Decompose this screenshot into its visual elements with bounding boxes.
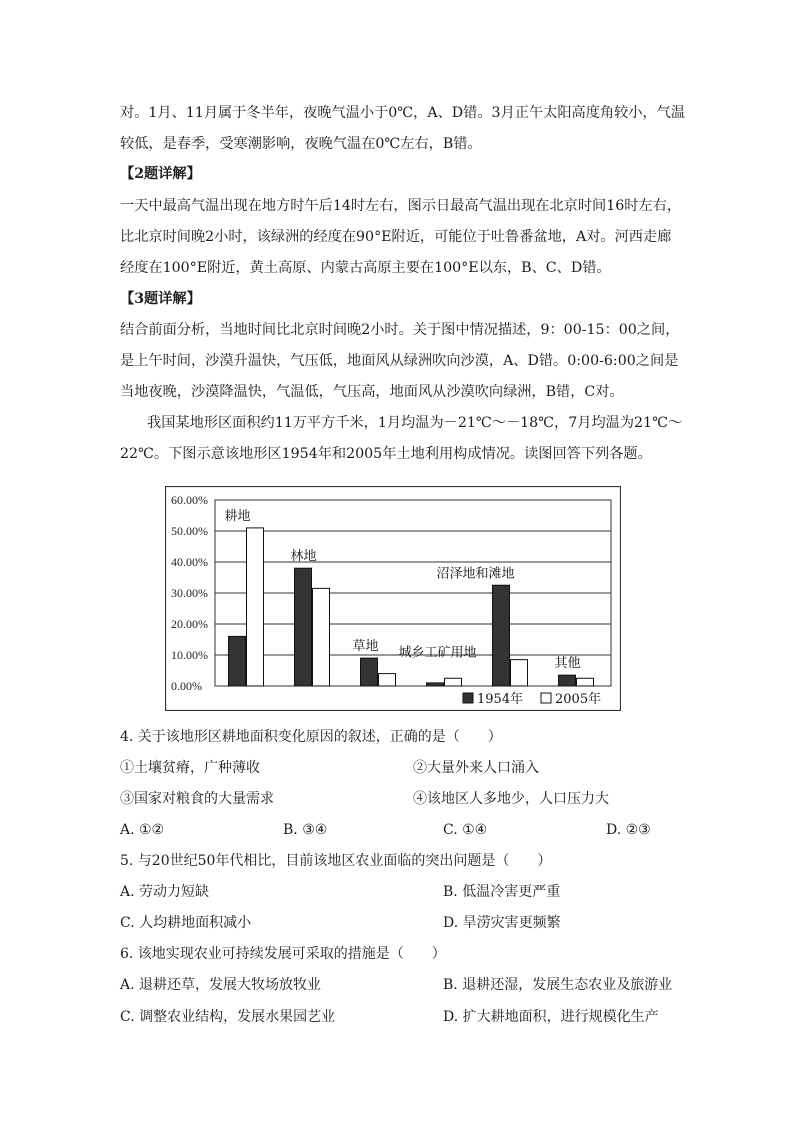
answer-option[interactable]: D. 扩大耕地面积，进行规模化生产 bbox=[443, 1009, 659, 1025]
bar-1954 bbox=[361, 658, 378, 686]
bar-1954 bbox=[229, 636, 246, 686]
y-tick-label: 30.00% bbox=[171, 586, 208, 600]
answer-option[interactable]: D. ②③ bbox=[606, 822, 651, 838]
statement: ②大量外来人口涌入 bbox=[413, 760, 539, 776]
text-line: 我国某地形区面积约11万平方千米，1月均温为－21℃～－18℃，7月均温为21℃～ bbox=[147, 415, 683, 431]
bar-1954 bbox=[427, 683, 444, 686]
text-line: 较低，是春季，受寒潮影响，夜晚气温在0℃左右，B错。 bbox=[120, 136, 482, 152]
category-label: 林地 bbox=[290, 549, 317, 565]
question-stem: 5. 与20世纪50年代相比，目前该地区农业面临的突出问题是（ ） bbox=[120, 853, 552, 869]
statement: ①土壤贫瘠，广种薄收 bbox=[120, 760, 260, 776]
text-line: 经度在100°E附近，黄土高原、内蒙古高原主要在100°E以东，B、C、D错。 bbox=[120, 260, 611, 276]
bar-2005 bbox=[577, 678, 594, 686]
y-tick-label: 0.00% bbox=[171, 679, 202, 693]
question-stem: 4. 关于该地形区耕地面积变化原因的叙述，正确的是（ ） bbox=[120, 729, 502, 745]
answer-option[interactable]: B. 退耕还湿，发展生态农业及旅游业 bbox=[443, 977, 673, 993]
answer-option[interactable]: C. ①④ bbox=[443, 822, 488, 838]
answer-option[interactable]: A. 退耕还草，发展大牧场放牧业 bbox=[120, 977, 322, 993]
text-line: 结合前面分析，当地时间比北京时间晚2小时。关于图中情况描述，9：00-15：00之间， bbox=[120, 322, 680, 338]
text-line: 22℃。下图示意该地形区1954年和2005年土地利用构成情况。读图回答下列各题。 bbox=[120, 446, 652, 462]
category-label: 沼泽地和滩地 bbox=[436, 566, 515, 582]
section-heading: 【2题详解】 bbox=[120, 166, 201, 182]
category-label: 耕地 bbox=[224, 508, 251, 524]
bar-2005 bbox=[379, 674, 396, 686]
y-tick-label: 40.00% bbox=[171, 555, 208, 569]
y-tick-label: 60.00% bbox=[171, 493, 208, 507]
statement: ③国家对粮食的大量需求 bbox=[120, 791, 274, 807]
bar-1954 bbox=[559, 675, 576, 686]
category-label: 其他 bbox=[554, 656, 581, 672]
answer-option[interactable]: A. ①② bbox=[120, 822, 165, 838]
legend-swatch-1954 bbox=[463, 693, 473, 703]
y-tick-label: 50.00% bbox=[171, 524, 208, 538]
answer-option[interactable]: A. 劳动力短缺 bbox=[120, 884, 210, 900]
answer-option[interactable]: C. 调整农业结构，发展水果园艺业 bbox=[120, 1009, 336, 1025]
answer-option[interactable]: B. 低温冷害更严重 bbox=[443, 884, 561, 900]
category-label: 城乡工矿用地 bbox=[398, 645, 477, 661]
statement: ④该地区人多地少，人口压力大 bbox=[413, 791, 609, 807]
y-tick-label: 20.00% bbox=[171, 617, 208, 631]
bar-1954 bbox=[493, 585, 510, 686]
bar-2005 bbox=[313, 588, 330, 686]
bar-chart-svg bbox=[165, 486, 621, 711]
land-use-chart bbox=[165, 486, 621, 711]
legend-label-1954: 1954年 bbox=[477, 692, 524, 707]
answer-option[interactable]: B. ③④ bbox=[283, 822, 328, 838]
bar-2005 bbox=[247, 528, 264, 686]
bar-1954 bbox=[295, 568, 312, 686]
text-line: 是上午时间，沙漠升温快，气压低，地面风从绿洲吹向沙漠，A、D错。0:00-6:00之间是 bbox=[120, 353, 679, 369]
legend-label-2005: 2005年 bbox=[555, 692, 602, 707]
text-line: 当地夜晚，沙漠降温快，气温低，气压高，地面风从沙漠吹向绿洲，B错，C对。 bbox=[120, 384, 624, 400]
section-heading: 【3题详解】 bbox=[120, 291, 201, 307]
bar-2005 bbox=[511, 660, 528, 686]
text-line: 一天中最高气温出现在地方时午后14时左右，图示日最高气温出现在北京时间16时左右， bbox=[120, 198, 682, 214]
y-tick-label: 10.00% bbox=[171, 648, 208, 662]
text-line: 比北京时间晚2小时，该绿洲的经度在90°E附近，可能位于吐鲁番盆地，A对。河西走廊 bbox=[120, 229, 672, 245]
question-stem: 6. 该地实现农业可持续发展可采取的措施是（ ） bbox=[120, 946, 446, 962]
answer-option[interactable]: C. 人均耕地面积减小 bbox=[120, 915, 252, 931]
text-line: 对。1月、11月属于冬半年，夜晚气温小于0℃，A、D错。3月正午太阳高度角较小，气温 bbox=[120, 105, 686, 121]
category-label: 草地 bbox=[352, 639, 379, 655]
answer-option[interactable]: D. 旱涝灾害更频繁 bbox=[443, 915, 561, 931]
bar-2005 bbox=[445, 678, 462, 686]
legend-swatch-2005 bbox=[541, 693, 551, 703]
